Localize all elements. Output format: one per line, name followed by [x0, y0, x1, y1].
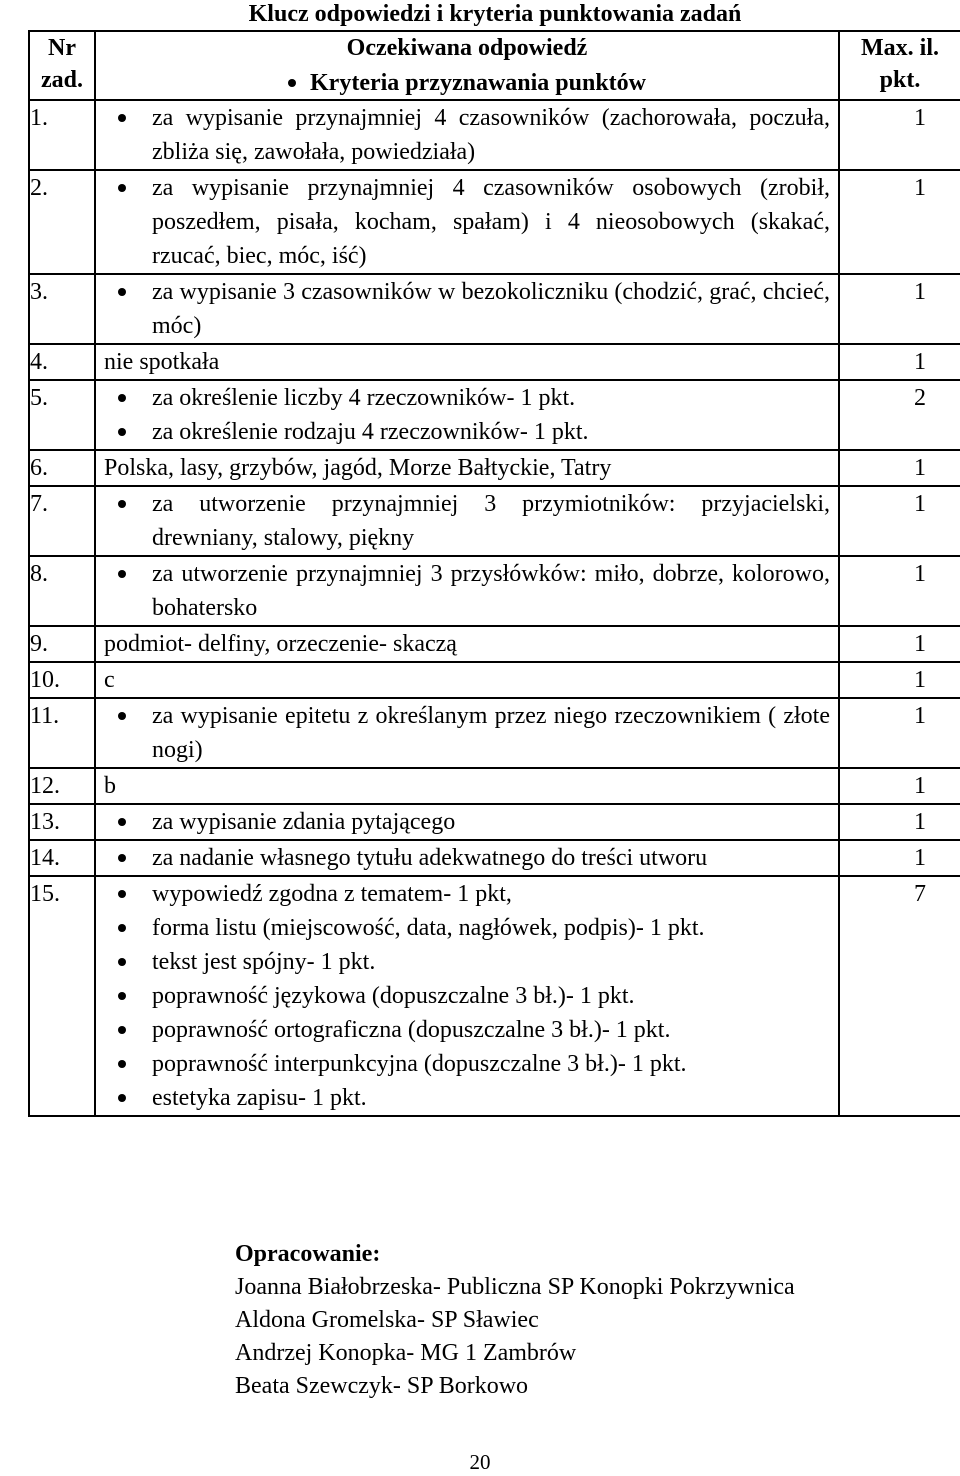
max-points: 1	[839, 450, 960, 486]
criteria-item	[96, 487, 830, 555]
table-row	[29, 486, 960, 556]
criteria-item	[96, 699, 830, 767]
task-number: 13.	[29, 804, 95, 840]
footer-author: Aldona Gromelska- SP Sławiec	[235, 1307, 539, 1333]
criteria-text: za wypisanie zdania pytającego	[152, 809, 456, 835]
table-row	[29, 698, 960, 768]
bullet-icon	[118, 500, 126, 508]
table-row	[29, 804, 960, 840]
bullet-icon	[118, 428, 126, 436]
answer-key-table	[28, 0, 960, 1117]
criteria-list	[96, 381, 830, 449]
answer-text: nie spotkała	[104, 349, 220, 375]
max-points: 1	[839, 100, 960, 170]
table-row	[29, 170, 960, 274]
criteria-list	[96, 699, 830, 767]
task-number: 3.	[29, 274, 95, 344]
criteria-list	[96, 557, 830, 625]
expected-answer	[95, 804, 839, 840]
bullet-icon	[118, 570, 126, 578]
criteria-item	[96, 841, 830, 875]
expected-answer	[95, 626, 839, 662]
bullet-icon	[118, 288, 126, 296]
max-points: 1	[839, 170, 960, 274]
table-row	[29, 626, 960, 662]
bullet-icon	[118, 890, 126, 898]
criteria-text: tekst jest spójny- 1 pkt.	[152, 949, 376, 975]
criteria-item	[96, 877, 830, 911]
task-number: 14.	[29, 840, 95, 876]
expected-answer	[95, 840, 839, 876]
header-answer-line2: Kryteria przyznawania punktów	[310, 70, 646, 96]
expected-answer	[95, 768, 839, 804]
expected-answer	[95, 450, 839, 486]
bullet-icon	[118, 958, 126, 966]
criteria-item	[96, 415, 830, 449]
criteria-text: forma listu (miejscowość, data, nagłówek, podpis)- 1 pkt.	[152, 915, 705, 941]
criteria-list	[96, 841, 830, 875]
criteria-text: poprawność ortograficzna (dopuszczalne 3 bł.)- 1 pkt.	[152, 1017, 671, 1043]
expected-answer	[95, 662, 839, 698]
header-criteria-line	[288, 67, 646, 99]
max-points: 1	[839, 840, 960, 876]
header-max-line2: pkt.	[879, 67, 921, 93]
bullet-icon	[118, 712, 126, 720]
criteria-text: za nadanie własnego tytułu adekwatnego do treści utworu	[152, 845, 708, 871]
header-nr	[29, 31, 95, 100]
table-row	[29, 100, 960, 170]
task-number: 5.	[29, 380, 95, 450]
max-points: 1	[839, 344, 960, 380]
task-number: 8.	[29, 556, 95, 626]
criteria-text: za utworzenie przynajmniej 3 przymiotników: przyjacielski, drewniany, stalowy, piękny	[152, 491, 830, 551]
bullet-icon	[118, 992, 126, 1000]
expected-answer	[95, 380, 839, 450]
max-points: 2	[839, 380, 960, 450]
criteria-item	[96, 171, 830, 273]
expected-answer	[95, 698, 839, 768]
header-answer-line1: Oczekiwana odpowiedź	[346, 35, 588, 61]
criteria-text: za wypisanie przynajmniej 4 czasowników osobowych (zrobił, poszedłem, pisała, kocham, spałam) i 4 nieosobowych (skakać, rzucać, biec, móc, iść)	[152, 175, 830, 269]
bullet-icon	[118, 394, 126, 402]
bullet-icon	[118, 818, 126, 826]
criteria-item	[96, 1013, 830, 1047]
task-number: 12.	[29, 768, 95, 804]
criteria-list	[96, 101, 830, 169]
criteria-item	[96, 275, 830, 343]
criteria-item	[96, 557, 830, 625]
table-title: Klucz odpowiedzi i kryteria punktowania zadań	[29, 0, 960, 31]
task-number: 6.	[29, 450, 95, 486]
task-number: 7.	[29, 486, 95, 556]
footer-author: Beata Szewczyk- SP Borkowo	[235, 1373, 529, 1399]
criteria-item	[96, 101, 830, 169]
criteria-list	[96, 487, 830, 555]
table-row	[29, 768, 960, 804]
criteria-text: poprawność interpunkcyjna (dopuszczalne 3 bł.)- 1 pkt.	[152, 1051, 687, 1077]
task-number: 10.	[29, 662, 95, 698]
criteria-text: za wypisanie przynajmniej 4 czasowników (zachorowała, poczuła, zbliża się, zawołała, powiedziała)	[152, 105, 830, 165]
criteria-item	[96, 911, 830, 945]
criteria-item	[96, 381, 830, 415]
criteria-text: za utworzenie przynajmniej 3 przysłówków: miło, dobrze, kolorowo, bohatersko	[152, 561, 830, 621]
max-points: 1	[839, 486, 960, 556]
criteria-item	[96, 1081, 830, 1115]
max-points: 1	[839, 274, 960, 344]
criteria-text: wypowiedź zgodna z tematem- 1 pkt,	[152, 881, 512, 907]
criteria-list	[96, 171, 830, 273]
expected-answer	[95, 876, 839, 1116]
table-row	[29, 274, 960, 344]
criteria-text: estetyka zapisu- 1 pkt.	[152, 1085, 367, 1111]
table-header-row	[29, 31, 960, 100]
header-answer	[95, 31, 839, 100]
answer-text: b	[104, 773, 116, 799]
task-number: 9.	[29, 626, 95, 662]
header-max	[839, 31, 960, 100]
criteria-list	[96, 877, 830, 1115]
criteria-item	[96, 945, 830, 979]
expected-answer	[95, 274, 839, 344]
bullet-icon	[118, 924, 126, 932]
criteria-text: poprawność językowa (dopuszczalne 3 bł.)- 1 pkt.	[152, 983, 635, 1009]
criteria-text: za określenie rodzaju 4 rzeczowników- 1 pkt.	[152, 419, 589, 445]
bullet-icon	[118, 114, 126, 122]
max-points: 7	[839, 876, 960, 1116]
expected-answer	[95, 486, 839, 556]
bullet-icon	[118, 854, 126, 862]
table-row	[29, 450, 960, 486]
answer-text: Polska, lasy, grzybów, jagód, Morze Bałtyckie, Tatry	[104, 455, 612, 481]
expected-answer	[95, 170, 839, 274]
answer-text: podmiot- delfiny, orzeczenie- skaczą	[104, 631, 457, 657]
page-number: 20	[469, 1450, 491, 1474]
header-max-line1: Max. il.	[861, 35, 939, 61]
table-row	[29, 662, 960, 698]
answer-text: c	[104, 667, 115, 693]
max-points: 1	[839, 804, 960, 840]
table-row	[29, 344, 960, 380]
criteria-text: za wypisanie 3 czasowników w bezokoliczniku (chodzić, grać, chcieć, móc)	[152, 279, 830, 339]
task-number: 15.	[29, 876, 95, 1116]
criteria-item	[96, 805, 830, 839]
bullet-icon	[118, 184, 126, 192]
task-number: 1.	[29, 100, 95, 170]
max-points: 1	[839, 626, 960, 662]
task-number: 4.	[29, 344, 95, 380]
bullet-icon	[288, 79, 296, 87]
criteria-list	[96, 275, 830, 343]
expected-answer	[95, 556, 839, 626]
max-points: 1	[839, 556, 960, 626]
expected-answer	[95, 344, 839, 380]
bullet-icon	[118, 1060, 126, 1068]
header-nr-line1: Nr	[48, 35, 76, 61]
table-row	[29, 380, 960, 450]
criteria-item	[96, 979, 830, 1013]
table-row	[29, 556, 960, 626]
expected-answer	[95, 100, 839, 170]
footer-heading: Opracowanie:	[235, 1241, 381, 1267]
max-points: 1	[839, 662, 960, 698]
bullet-icon	[118, 1026, 126, 1034]
bullet-icon	[118, 1094, 126, 1102]
criteria-text: za wypisanie epitetu z określanym przez niego rzeczownikiem ( złote nogi)	[152, 703, 830, 763]
max-points: 1	[839, 698, 960, 768]
criteria-text: za określenie liczby 4 rzeczowników- 1 pkt.	[152, 385, 576, 411]
table-row	[29, 840, 960, 876]
task-number: 2.	[29, 170, 95, 274]
authors-footer	[235, 1238, 795, 1403]
task-number: 11.	[29, 698, 95, 768]
footer-author: Andrzej Konopka- MG 1 Zambrów	[235, 1340, 577, 1366]
header-nr-line2: zad.	[41, 67, 83, 93]
max-points: 1	[839, 768, 960, 804]
table-row	[29, 876, 960, 1116]
criteria-item	[96, 1047, 830, 1081]
footer-author: Joanna Białobrzeska- Publiczna SP Konopki Pokrzywnica	[235, 1274, 795, 1300]
criteria-list	[96, 805, 830, 839]
